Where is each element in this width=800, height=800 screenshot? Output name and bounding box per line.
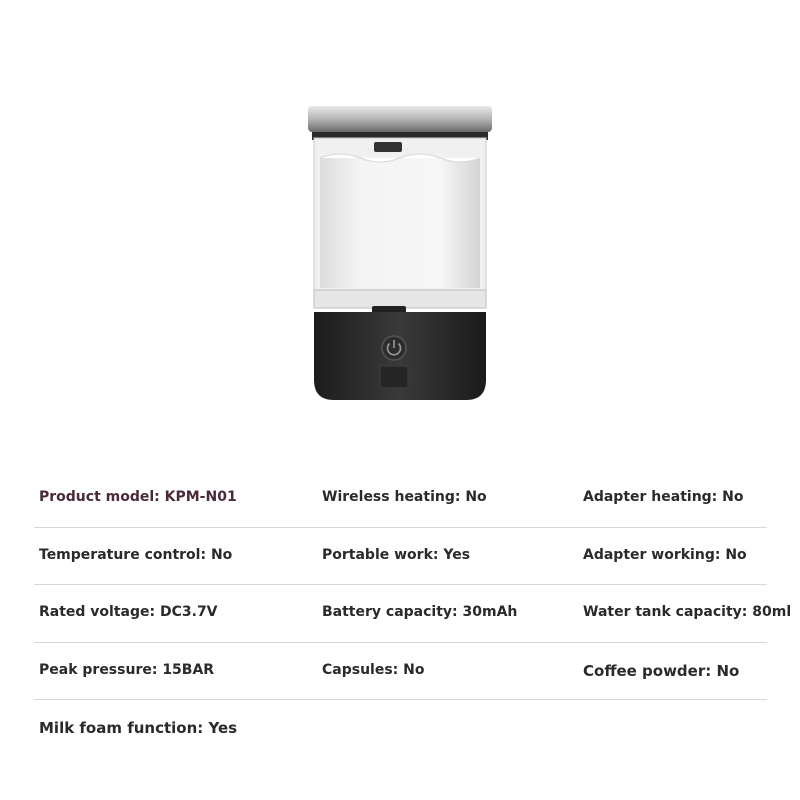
spec-milk-foam-function: Milk foam function: Yes [39,719,238,737]
spec-portable-work: Portable work: Yes [322,546,471,563]
spec-row [34,643,767,701]
spec-row [34,585,792,643]
spec-row [34,528,767,586]
spec-wireless-heating: Wireless heating: No [322,489,487,505]
spec-adapter-heating: Adapter heating: No [583,489,744,505]
product-image [300,100,500,405]
spec-capsules: Capsules: No [322,661,425,678]
spec-battery-capacity: Battery capacity: 30mAh [322,604,518,620]
spec-peak-pressure: Peak pressure: 15BAR [39,661,215,678]
spec-adapter-working: Adapter working: No [583,546,747,563]
spec-row [34,470,767,528]
spec-coffee-powder: Coffee powder: No [583,661,740,680]
spec-row [34,700,767,757]
spec-product-model: Product model: KPM-N01 [39,489,237,505]
specs-table [34,470,792,757]
power-button-icon [382,336,406,360]
spec-temperature-control: Temperature control: No [39,546,233,563]
spec-water-tank-capacity: Water tank capacity: 80ml [583,604,792,620]
spec-rated-voltage: Rated voltage: DC3.7V [39,604,218,620]
